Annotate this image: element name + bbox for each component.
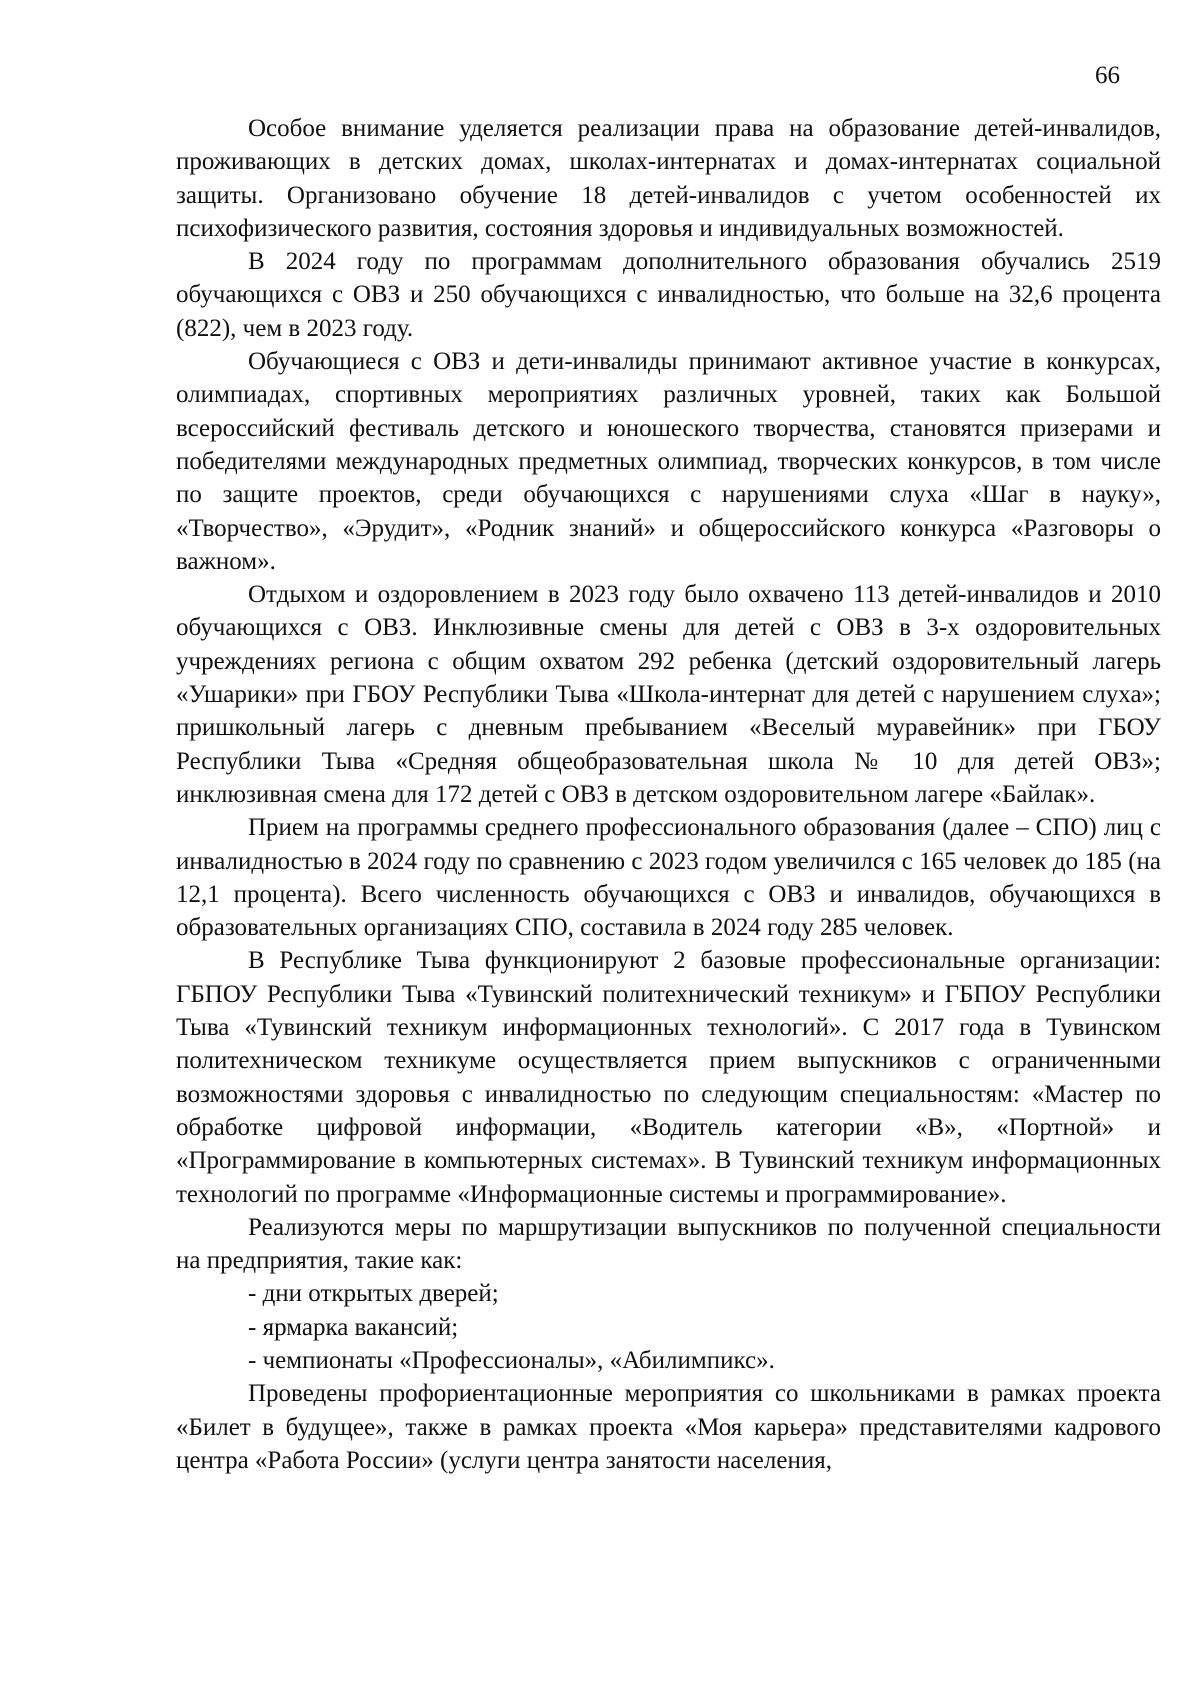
paragraph: В Республике Тыва функционируют 2 базовые профессиональные организации: ГБПОУ Республики Тыва «Тувинский политехнический техникум» и ГБПОУ Республики Тыва «Тувинский техникум информационных технологий». С 2017 года в Тувинском политехническом техникуме осуществляется прием выпускников с ограниченными возможностями здоровья с инвалидностью по следующим специальностям: «Мастер по обработке цифровой информации, «Водитель категории «В», «Портной» и «Программирование в компьютерных системах». В Тувинский техникум информационных технологий по программе «Информационные системы и программирование».: [176, 947, 1161, 1208]
paragraph: Реализуются меры по маршрутизации выпускников по полученной специальности на предприятия, такие как:: [176, 1213, 1161, 1275]
paragraph: Отдыхом и оздоровлением в 2023 году было охвачено 113 детей-инвалидов и 2010 обучающихся с ОВЗ. Инклюзивные смены для детей с ОВЗ в 3-х оздоровительных учреждениях региона с общим охватом 292 ребенка (детский оздоровительный лагерь «Ушарики» при ГБОУ Республики Тыва «Школа-интернат для детей с нарушением слуха»; пришкольный лагерь с дневным пребыванием «Веселый муравейник» при ГБОУ Республики Тыва «Средняя общеобразовательная школа № 10 для детей ОВЗ»; инклюзивная смена для 172 детей с ОВЗ в детском оздоровительном лагере «Байлак».: [176, 581, 1161, 808]
paragraph: Проведены профориентационные мероприятия со школьниками в рамках проекта «Билет в будущее», также в рамках проекта «Моя карьера» представителями кадрового центра «Работа России» (услуги центра занятости населения,: [176, 1380, 1161, 1474]
paragraph: Прием на программы среднего профессионального образования (далее – СПО) лиц с инвалидностью в 2024 году по сравнению с 2023 годом увеличился с 165 человек до 185 (на 12,1 процента). Всего численность обучающихся с ОВЗ и инвалидов, обучающихся в образовательных организациях СПО, составила в 2024 году 285 человек.: [176, 814, 1161, 942]
paragraph: Особое внимание уделяется реализации права на образование детей-инвалидов, проживающих в детских домах, школах-интернатах и домах-интернатах социальной защиты. Организовано обучение 18 детей-инвалидов с учетом особенностей их психофизического развития, состояния здоровья и индивидуальных возможностей.: [176, 115, 1161, 242]
list-item: - чемпионаты «Профессионалы», «Абилимпикс».: [248, 1346, 775, 1374]
paragraph: В 2024 году по программам дополнительного образования обучались 2519 обучающихся с ОВЗ и 250 обучающихся с инвалидностью, что больше на 32,6 процента (822), чем в 2023 году.: [176, 248, 1161, 342]
bullet-list: [176, 1277, 1161, 1377]
page-number: 66: [1095, 62, 1120, 89]
list-item: - дни открытых дверей;: [248, 1280, 499, 1308]
document-body: [176, 112, 1161, 1477]
list-item: - ярмарка вакансий;: [248, 1313, 459, 1341]
paragraph: Обучающиеся с ОВЗ и дети-инвалиды принимают активное участие в конкурсах, олимпиадах, спортивных мероприятиях различных уровней, таких как Большой всероссийский фестиваль детского и юношеского творчества, становятся призерами и победителями международных предметных олимпиад, творческих конкурсов, в том числе по защите проектов, среди обучающихся с нарушениями слуха «Шаг в науку», «Творчество», «Эрудит», «Родник знаний» и общероссийского конкурса «Разговоры о важном».: [176, 348, 1161, 575]
